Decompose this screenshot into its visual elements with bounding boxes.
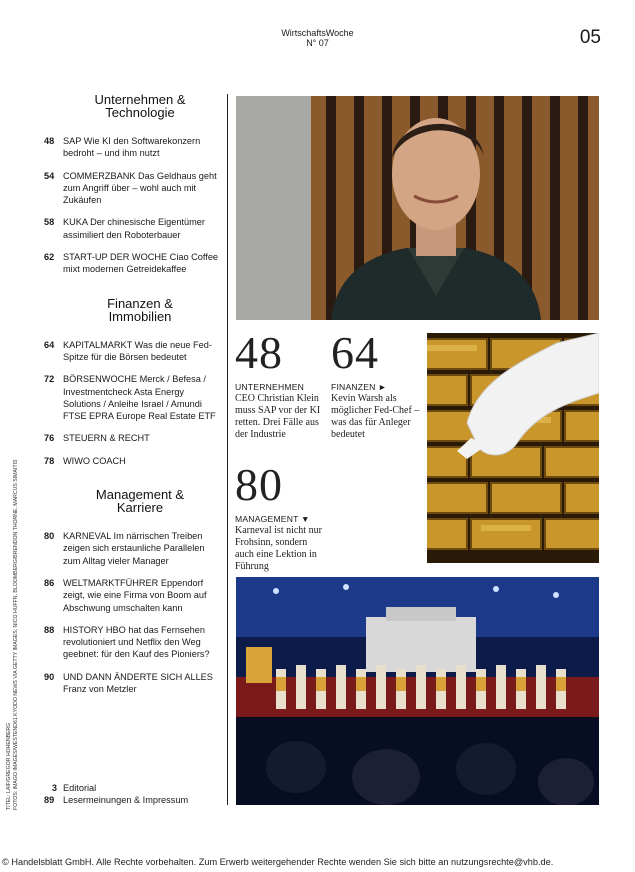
toc-entry[interactable]: 76 STEUERN & RECHT: [44, 433, 150, 444]
portrait-photo: [236, 96, 599, 320]
column-divider: [227, 94, 228, 805]
toc-entry[interactable]: 90 UND DANN ÄNDERTE SICH ALLES Franz von Metzler: [44, 671, 213, 695]
feature-page-number: 48: [235, 327, 283, 378]
feature-80[interactable]: [235, 459, 327, 573]
feature-keyword: UNTERNEHMEN: [235, 382, 305, 392]
section-title: Management & Karriere: [95, 487, 185, 516]
feature-teaser: CEO Christian Klein muss SAP vor der KI retten. Drei Fälle aus der Industrie: [235, 393, 321, 440]
feature-keyword: MANAGEMENT ▼: [235, 514, 310, 524]
feature-page-number: 80: [235, 459, 283, 510]
toc-entry[interactable]: 58 KUKA Der chinesische Eigentümer assimiliert den Roboterbauer: [44, 217, 205, 240]
issue-number: N° 07: [306, 38, 329, 48]
feature-teaser: Kevin Warsh als möglicher Fed-Chef – was das für Anleger bedeutet: [331, 393, 420, 440]
photo-credits: TITEL: LAIF/GREGOR HOHENBERG FOTOS: IMAGO IMAGES/WESTEND61 KYODO NEWS VIA GETTY IMAGES; NICO HUFFN, BLOOMBERG/BRENDON THORNE, MARCUS SIMAITIS: [6, 459, 19, 810]
toc-entry[interactable]: 88 HISTORY HBO hat das Fernsehen revolutioniert und Netflix den Weg geebnet: für den Kauf des Pioniers?: [44, 624, 210, 660]
section-finanzen: [44, 297, 222, 467]
magazine-masthead: [0, 28, 635, 48]
toc-entry[interactable]: 86 WELTMARKTFÜHRER Eppendorf zeigt, wie eine Firma von Boom auf Abschwung umschalten kann: [44, 577, 207, 613]
section-unternehmen: [44, 93, 222, 276]
gold-bars-photo: [427, 333, 599, 563]
feature-48[interactable]: [235, 327, 327, 441]
section-management: [44, 488, 222, 695]
copyright-footer: © Handelsblatt GmbH. Alle Rechte vorbehalten. Zum Erwerb weitergehender Rechte wenden Sie sich bitte an nutzungsrechte@vhb.de.: [2, 857, 554, 867]
toc-entry[interactable]: 78 WIWO COACH: [44, 455, 126, 466]
toc-entry[interactable]: 48 SAP Wie KI den Softwarekonzern bedroht – und ihm nutzt: [44, 136, 201, 159]
feature-page-number: 64: [331, 327, 379, 378]
section-title: Unternehmen & Technologie: [94, 92, 186, 120]
toc-entry[interactable]: 54 COMMERZBANK Das Geldhaus geht zum Angriff über – wohl auch mit Zukäufen: [44, 170, 217, 206]
feature-teaser: Karneval ist nicht nur Frohsinn, sondern auch eine Lektion in Führung: [235, 525, 322, 572]
magazine-name: WirtschaftsWoche: [281, 28, 354, 38]
feature-keyword: FINANZEN ►: [331, 382, 387, 392]
table-of-contents: [44, 93, 222, 695]
toc-entry[interactable]: 89 Lesermeinungen & Impressum: [44, 795, 189, 806]
feature-64[interactable]: [331, 327, 423, 441]
toc-extras: [44, 782, 222, 807]
page-number: 05: [579, 27, 601, 48]
toc-entry[interactable]: 64 KAPITALMARKT Was die neue Fed-Spitze für die Börsen bedeutet: [44, 339, 212, 362]
section-title: Finanzen & Immobilien: [107, 295, 173, 324]
toc-entry[interactable]: 62 START-UP DER WOCHE Ciao Coffee mixt modernen Getreidekaffee: [44, 252, 219, 275]
carnival-photo: [236, 577, 599, 805]
toc-entry[interactable]: 80 KARNEVAL Im närrischen Treiben zeigen sich erstaunliche Parallelen zum Alltag vieler Manager: [44, 531, 205, 566]
toc-entry[interactable]: 3 Editorial: [51, 783, 97, 793]
toc-entry[interactable]: 72 BÖRSENWOCHE Merck / Befesa / Investmentcheck Asta Energy Solutions / Anleihe Israel / Amundi FTSE EPRA Europe Real Estate ETF: [44, 374, 216, 422]
